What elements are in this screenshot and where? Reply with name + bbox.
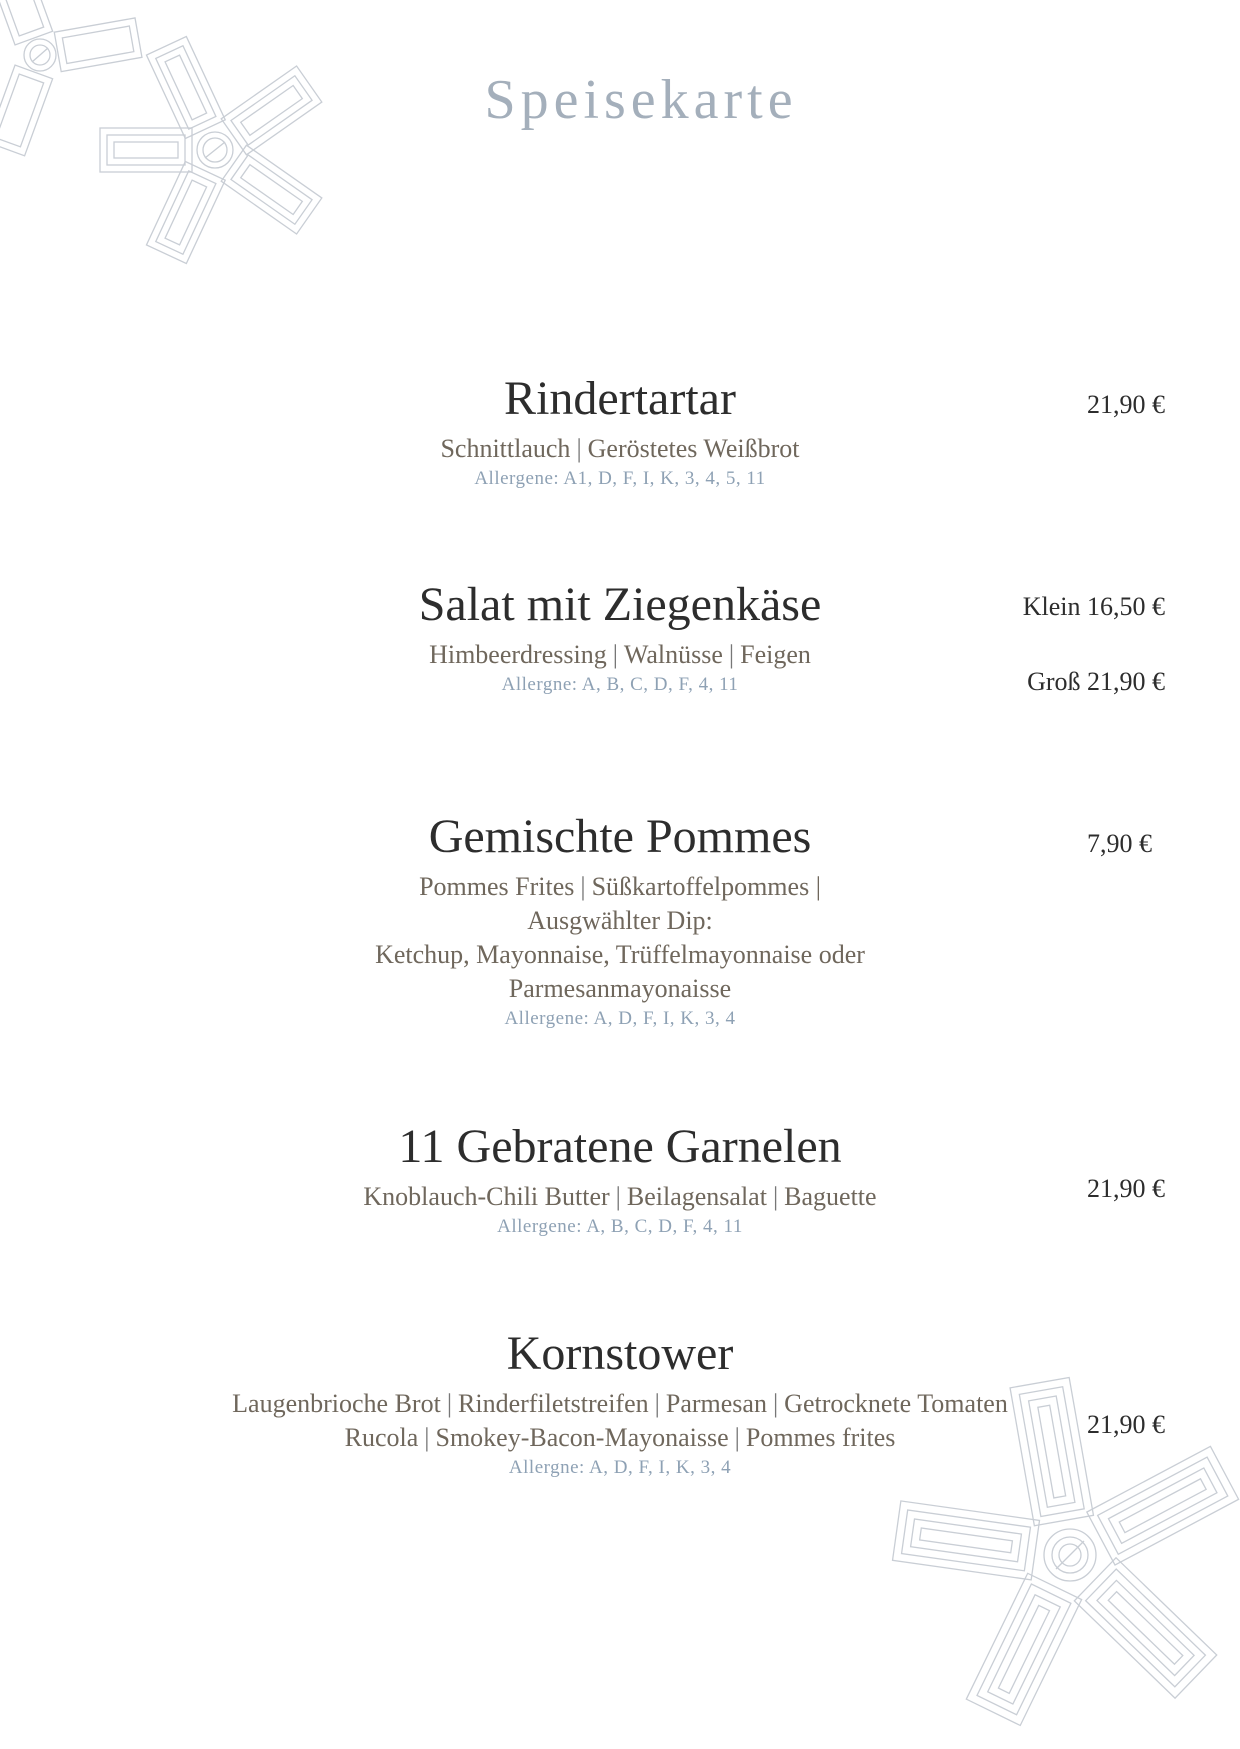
description-line: Ausgwählter Dip:: [527, 906, 713, 935]
menu-item-description: [160, 638, 1080, 672]
menu-item-allergens: Allergene: A1, D, F, I, K, 3, 4, 5, 11: [474, 468, 766, 489]
menu-item-price: 7,90 €: [1087, 829, 1152, 858]
ingredient: Getrocknete Tomaten: [784, 1389, 1008, 1418]
separator: |: [734, 1423, 740, 1452]
menu-item-allergens: Allergne: A, D, F, I, K, 3, 4: [508, 1457, 732, 1478]
ingredient: Smokey-Bacon-Mayonaisse: [435, 1423, 729, 1452]
ingredient: Knoblauch-Chili Butter: [363, 1182, 610, 1211]
separator: |: [654, 1389, 660, 1418]
menu-item-allergens: Allergene: A, D, F, I, K, 3, 4: [504, 1008, 736, 1029]
ingredient: Geröstetes Weißbrot: [587, 434, 800, 463]
menu-item-price: 21,90 €: [1087, 1174, 1165, 1203]
menu-item-price-large: Groß 21,90 €: [1027, 667, 1165, 696]
menu-item-allergens: Allergne: A, B, C, D, F, 4, 11: [501, 674, 739, 695]
menu-item-description: [160, 432, 1080, 466]
ingredient: Schnittlauch: [440, 434, 571, 463]
ingredient: Beilagensalat: [626, 1182, 767, 1211]
separator: |: [728, 640, 735, 669]
menu-item-allergens: Allergene: A, B, C, D, F, 4, 11: [497, 1216, 743, 1237]
ingredient: Himbeerdressing: [429, 640, 607, 669]
separator: |: [446, 1389, 453, 1418]
menu-item-price: 21,90 €: [1087, 1410, 1165, 1439]
menu-item-salat-mit-ziegenkaese: [160, 576, 1080, 698]
separator: |: [580, 872, 586, 901]
separator: |: [772, 1389, 779, 1418]
menu-item-gemischte-pommes: [160, 808, 1080, 1032]
ingredient: Pommes frites: [745, 1423, 896, 1452]
menu-item-name: Salat mit Ziegenkäse: [418, 578, 822, 631]
ingredient: Rinderfiletstreifen: [458, 1389, 649, 1418]
description-line: [160, 1421, 1080, 1455]
menu-item-name: Rindertartar: [504, 372, 736, 425]
page-title: Speisekarte: [484, 68, 798, 131]
menu-item-description: [160, 1180, 1080, 1214]
ingredient: Feigen: [740, 640, 811, 669]
separator: |: [615, 1182, 621, 1211]
menu-item-description: [160, 1387, 1080, 1455]
ingredient: Baguette: [784, 1182, 877, 1211]
separator: |: [772, 1182, 779, 1211]
separator: |: [612, 640, 618, 669]
description-line: Parmesanmayonaisse: [508, 974, 732, 1003]
ingredient: Parmesan: [665, 1389, 767, 1418]
ingredient: Pommes Frites: [419, 872, 575, 901]
menu-item-price: 21,90 €: [1087, 390, 1165, 419]
ingredient: Süßkartoffelpommes |: [591, 872, 821, 901]
ingredient: Rucola: [344, 1423, 419, 1452]
menu-item-name: Gemischte Pommes: [428, 810, 812, 863]
description-line: [160, 870, 1080, 904]
menu-item-name: Kornstower: [506, 1327, 734, 1380]
description-line: Ketchup, Mayonnaise, Trüffelmayonnaise oder: [375, 940, 865, 969]
menu-item-rindertartar: [160, 370, 1080, 492]
menu-item-price-small: Klein 16,50 €: [1022, 592, 1165, 621]
menu-item-kornstower: [160, 1325, 1080, 1481]
menu-item-gebratene-garnelen: [160, 1118, 1080, 1240]
menu-item-name: 11 Gebratene Garnelen: [398, 1120, 842, 1173]
ingredient: Laugenbrioche Brot: [232, 1389, 441, 1418]
ingredient: Walnüsse: [623, 640, 723, 669]
windmill-ornament-icon: [0, 0, 340, 300]
separator: |: [424, 1423, 430, 1452]
separator: |: [576, 434, 582, 463]
menu-item-description: [160, 870, 1080, 1006]
description-line: [160, 1387, 1080, 1421]
